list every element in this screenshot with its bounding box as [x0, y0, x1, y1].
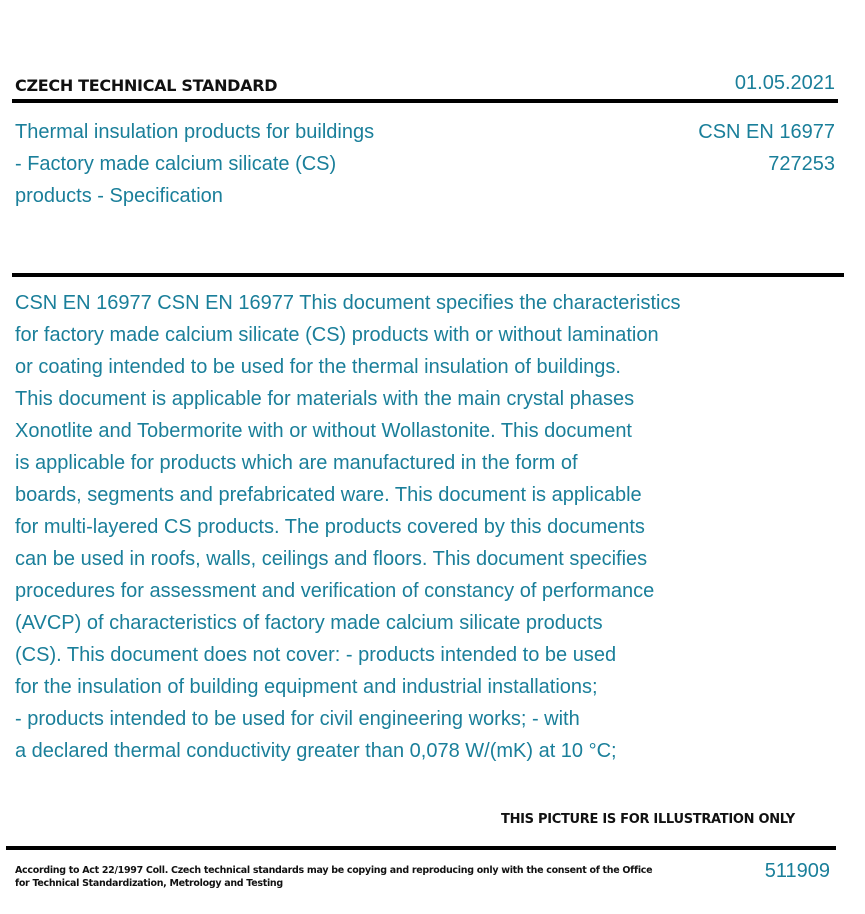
abstract-line: - products intended to be used for civil engineering works; - with	[15, 708, 580, 730]
abstract-line: or coating intended to be used for the thermal insulation of buildings.	[15, 356, 621, 378]
abstract-line: CSN EN 16977 CSN EN 16977 This document specifies the characteristics	[15, 292, 681, 314]
abstract-line: (CS). This document does not cover: - products intended to be used	[15, 644, 617, 666]
title-divider	[12, 273, 844, 277]
standard-title-line: - Factory made calcium silicate (CS)	[15, 153, 337, 175]
standard-title	[15, 116, 374, 212]
publication-date: 01.05.2021	[734, 72, 835, 94]
abstract-line: Xonotlite and Tobermorite with or without Wollastonite. This document	[15, 420, 632, 442]
header-divider	[12, 99, 838, 103]
abstract-line: This document is applicable for materials with the main crystal phases	[15, 388, 635, 410]
abstract-line: (AVCP) of characteristics of factory made calcium silicate products	[15, 612, 603, 634]
document-abstract	[15, 287, 815, 767]
copyright-notice	[15, 864, 652, 890]
abstract-line: can be used in roofs, walls, ceilings and floors. This document specifies	[15, 548, 648, 570]
standard-code: CSN EN 16977	[698, 121, 835, 143]
footer-divider	[6, 846, 836, 850]
standard-title-line: products - Specification	[15, 185, 223, 207]
standard-number: 727253	[768, 153, 835, 175]
document-id: 511909	[764, 860, 830, 882]
abstract-line: is applicable for products which are manufactured in the form of	[15, 452, 578, 474]
standard-codes	[698, 116, 835, 180]
standard-title-line: Thermal insulation products for buildings	[15, 121, 375, 143]
illustration-disclaimer: THIS PICTURE IS FOR ILLUSTRATION ONLY	[501, 812, 795, 827]
abstract-line: for the insulation of building equipment and industrial installations;	[15, 676, 598, 698]
abstract-line: procedures for assessment and verification of constancy of performance	[15, 580, 655, 602]
abstract-line: for factory made calcium silicate (CS) products with or without lamination	[15, 324, 659, 346]
copyright-notice-line: for Technical Standardization, Metrology and Testing	[15, 878, 283, 889]
copyright-notice-line: According to Act 22/1997 Coll. Czech technical standards may be copying and reproducing only with the consent of the Office	[15, 865, 653, 876]
document-header-title: CZECH TECHNICAL STANDARD	[15, 76, 278, 95]
abstract-line: for multi-layered CS products. The products covered by this documents	[15, 516, 645, 538]
abstract-line: a declared thermal conductivity greater than 0,078 W/(mK) at 10 °C;	[15, 740, 617, 762]
abstract-line: boards, segments and prefabricated ware. This document is applicable	[15, 484, 642, 506]
